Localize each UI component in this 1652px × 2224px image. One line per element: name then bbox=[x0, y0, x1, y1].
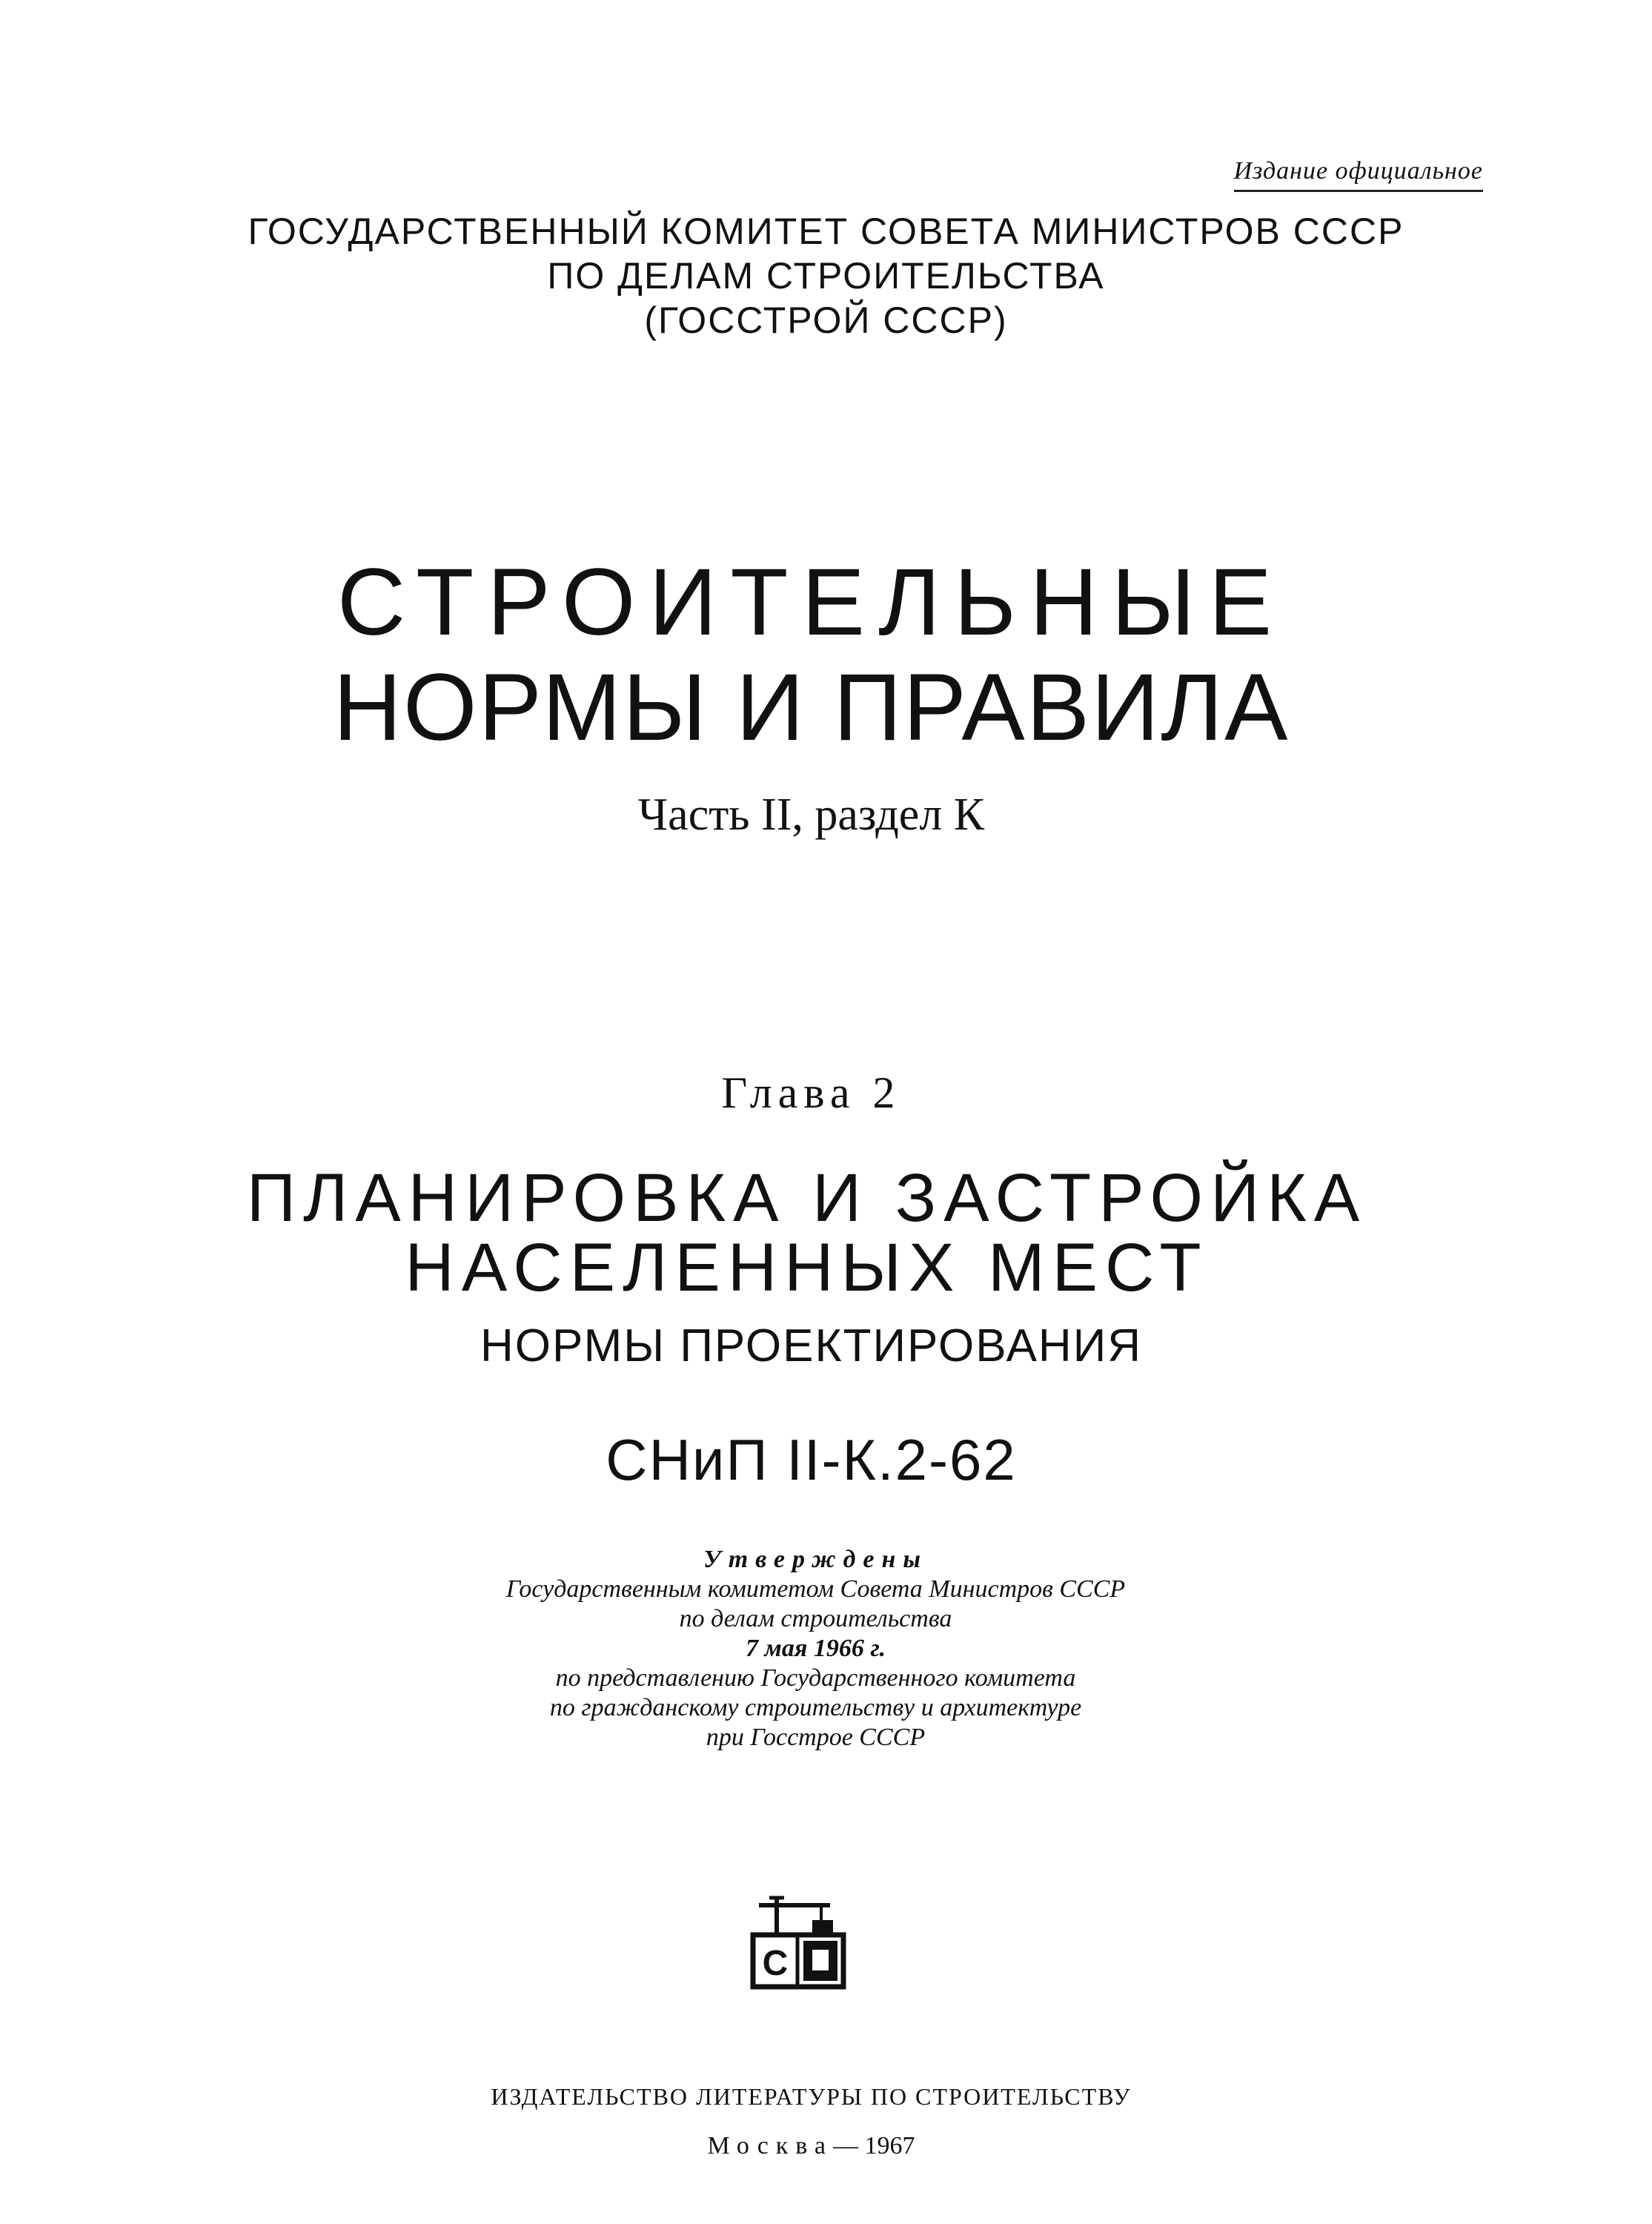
publisher-city-year bbox=[0, 2132, 1637, 2160]
chapter-subtitle: НОРМЫ ПРОЕКТИРОВАНИЯ bbox=[480, 1320, 1143, 1371]
agency-line-2: ПО ДЕЛАМ СТРОИТЕЛЬСТВА bbox=[547, 255, 1105, 297]
chapter-title-line-2: НАСЕЛЕННЫХ МЕСТ bbox=[405, 1230, 1209, 1305]
logo-letter: С bbox=[762, 1944, 789, 1983]
publisher-city: Москва bbox=[707, 2132, 834, 2160]
approval-line-3: по делам строительства bbox=[679, 1605, 952, 1632]
chapter-title-line-1: ПЛАНИРОВКА И ЗАСТРОЙКА bbox=[246, 1160, 1367, 1236]
approval-line-5: по представлению Государственного комитета bbox=[555, 1664, 1076, 1692]
approval-line-1: Утверждены bbox=[703, 1546, 928, 1573]
agency-line-1: ГОСУДАРСТВЕННЫЙ КОМИТЕТ СОВЕТА МИНИСТРОВ СССР bbox=[248, 211, 1404, 252]
edition-label: Издание официальное bbox=[1234, 157, 1483, 192]
approval-block bbox=[0, 1545, 1642, 1753]
publisher-year: — 1967 bbox=[833, 2132, 915, 2160]
publisher-name: ИЗДАТЕЛЬСТВО ЛИТЕРАТУРЫ ПО СТРОИТЕЛЬСТВУ bbox=[491, 2083, 1132, 2110]
approval-date: 7 мая 1966 г. bbox=[746, 1635, 886, 1662]
agency-line-3: (ГОССТРОЙ СССР) bbox=[644, 299, 1008, 341]
document-code: СНиП II-К.2-62 bbox=[606, 1427, 1017, 1492]
part-section: Часть II, раздел К bbox=[637, 790, 985, 840]
publisher-logo-crane-icon bbox=[749, 1895, 852, 1991]
approval-line-6: по гражданскому строительству и архитектуре bbox=[549, 1694, 1082, 1721]
approval-line-2: Государственным комитетом Совета Министров СССР bbox=[505, 1575, 1126, 1603]
chapter-label: Глава 2 bbox=[721, 1068, 901, 1117]
approval-line-7: при Госстрое СССР bbox=[706, 1724, 926, 1751]
main-title-line-1: СТРОИТЕЛЬНЫЕ bbox=[336, 549, 1286, 655]
main-title-line-2: НОРМЫ И ПРАВИЛА bbox=[333, 655, 1290, 761]
